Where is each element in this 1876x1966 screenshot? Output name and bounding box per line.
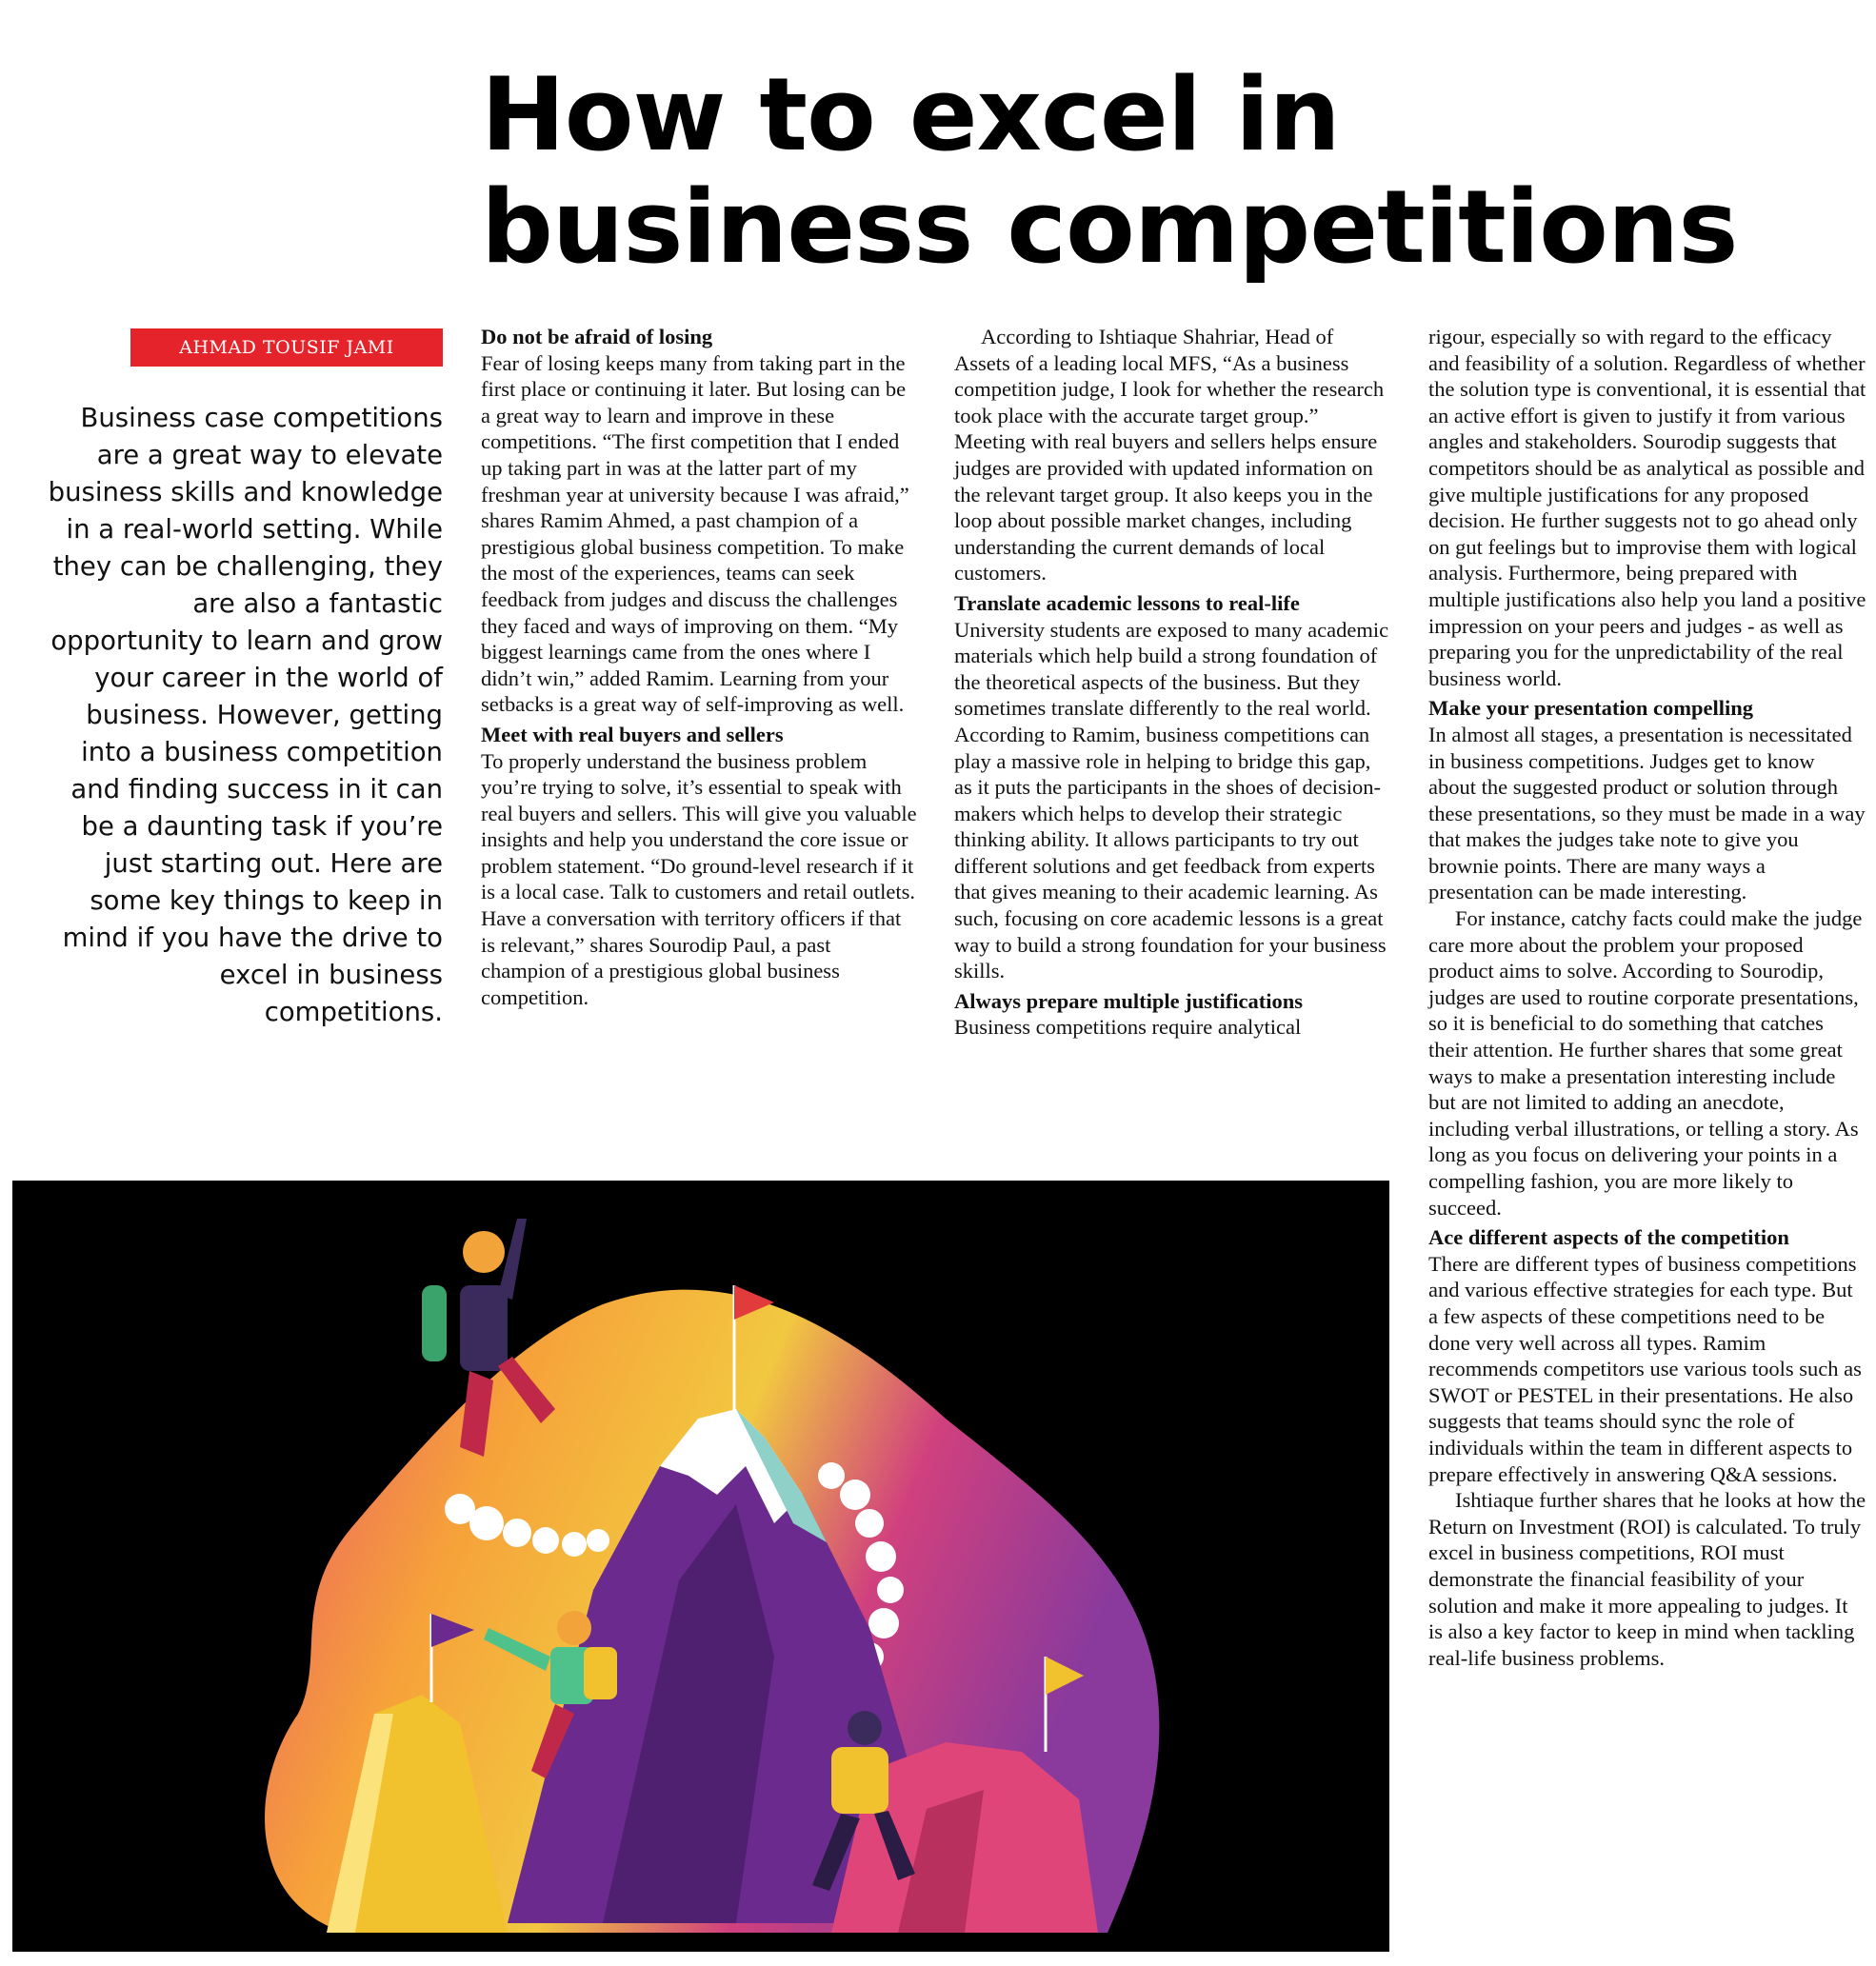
subhead-presentation: Make your presentation compelling <box>1428 696 1754 721</box>
body-paragraph: There are different types of business competitions and various effective strategies for each type. But a few aspects of these competitions need to be done very well across all types. Ramim recommends competitors use various tools such as SWOT or PESTEL in their presentations. He also suggests that teams should sync the role of individuals within the team in different aspects to prepare effectively in answering Q&A sessions. <box>1428 1251 1862 1486</box>
subhead-buyers-sellers: Meet with real buyers and sellers <box>481 722 784 746</box>
body-paragraph: Business competitions require analytical <box>954 1015 1302 1040</box>
body-paragraph: In almost all stages, a presentation is necessitated in business competitions. Judges get to know about the suggested product or solution through these presentations, so they must be made in a way that makes the judges take note to give you brownie points. There are many ways a presentation can be made interesting. <box>1428 722 1866 904</box>
byline-text: AHMAD TOUSIF JAMI <box>179 337 394 358</box>
body-paragraph: According to Ishtiaque Shahriar, Head of Assets of a leading local MFS, “As a business competition judge, I look for whether the research took place with the accurate target group.” Meeting with real buyers and sellers helps ensure judges are provided with updated information on the relevant target group. It also keeps you in the loop about possible market changes, including understanding the current demands of local customers. <box>954 325 1385 586</box>
body-paragraph: Ishtiaque further shares that he looks at how the Return on Investment (ROI) is calculated. To truly excel in business competitions, ROI must demonstrate the financial feasibility of your solution and make it more appealing to judges. It is also a key factor to keep in mind when tackling real-life business problems. <box>1428 1488 1866 1670</box>
mountain-climbers-illustration <box>12 1181 1389 1952</box>
illustration-mountains <box>12 1181 1389 1952</box>
subhead-afraid-of-losing: Do not be afraid of losing <box>481 325 713 348</box>
article-column-2 <box>954 324 1392 1041</box>
subhead-ace-aspects: Ace different aspects of the competition <box>1428 1225 1789 1250</box>
body-paragraph: Fear of losing keeps many from taking part in the first place or continuing it later. But losing can be a great way to learn and improve in these competitions. “The first competition that I ended up taking part in was at the latter part of my freshman year at university because I was afraid,” shares Ramim Ahmed, a past champion of a prestigious global business competition. To make the most of the experiences, teams can seek feedback from judges and discuss the challenges they faced and ways of improving on them. “My biggest learnings came from the ones where I didn’t win,” added Ramim. Learning from your setbacks is a great way of self-improving as well. <box>481 350 909 717</box>
byline <box>130 328 443 367</box>
body-paragraph: University students are exposed to many academic materials which help build a strong foundation of the theoretical aspects of the business. But they sometimes translate differently to the real world. According to Ramim, business competitions can play a massive role in helping to bridge this gap, as it puts the participants in the shoes of decision-makers which helps to develop their strategic thinking ability. It allows participants to try out different solutions and get feedback from experts that gives meaning to their academic learning. As such, focusing on core academic lessons is a great way to build a strong foundation for your business skills. <box>954 617 1389 983</box>
body-paragraph: For instance, catchy facts could make the judge care more about the problem your proposed product aims to solve. According to Sourodip, judges are used to routine corporate presentations, so it is beneficial to do something that catches their attention. He further shares that some great ways to make a presentation interesting include but are not limited to adding an anecdote, including verbal illustrations, or telling a story. As long as you focus on delivering your points in a compelling fashion, you are more likely to succeed. <box>1428 906 1863 1220</box>
body-paragraph: To properly understand the business problem you’re trying to solve, it’s essential to speak with real buyers and sellers. This will give you valuable insights and help you understand the core issue or problem statement. “Do ground-level research if it is a local case. Talk to customers and retail outlets. Have a conversation with territory officers if that is relevant,” shares Sourodip Paul, a past champion of a prestigious global business competition. <box>481 748 917 1009</box>
headline: How to excel in business competitions <box>481 56 1738 286</box>
intro-paragraph: Business case competitions are a great way to elevate business skills and knowledge in a real-world setting. While they can be challenging, they are also a fantastic opportunity to learn and grow your career in the world of business. However, getting into a business competition and finding success in it can be a daunting task if you’re just starting out. Here are some key things to keep in mind if you have the drive to excel in business competitions. <box>48 403 443 1027</box>
article-column-1 <box>481 324 919 1010</box>
subhead-justifications: Always prepare multiple justifications <box>954 988 1304 1013</box>
article-column-3 <box>1428 324 1866 1671</box>
body-paragraph: rigour, especially so with regard to the efficacy and feasibility of a solution. Regardless of whether the solution type is conventional, it is essential that an active effort is given to justify it from various angles and stakeholders. Sourodip suggests that competitors should be as analytical as possible and give multiple justifications for any proposed decision. He further suggests not to go ahead only on gut feelings but to improvise them with logical analysis. Furthermore, being prepared with multiple justifications also help you land a positive impression on your peers and judges - as well as preparing you for the unpredictability of the real business world. <box>1428 325 1866 690</box>
subhead-academic-lessons: Translate academic lessons to real-life <box>954 590 1300 615</box>
